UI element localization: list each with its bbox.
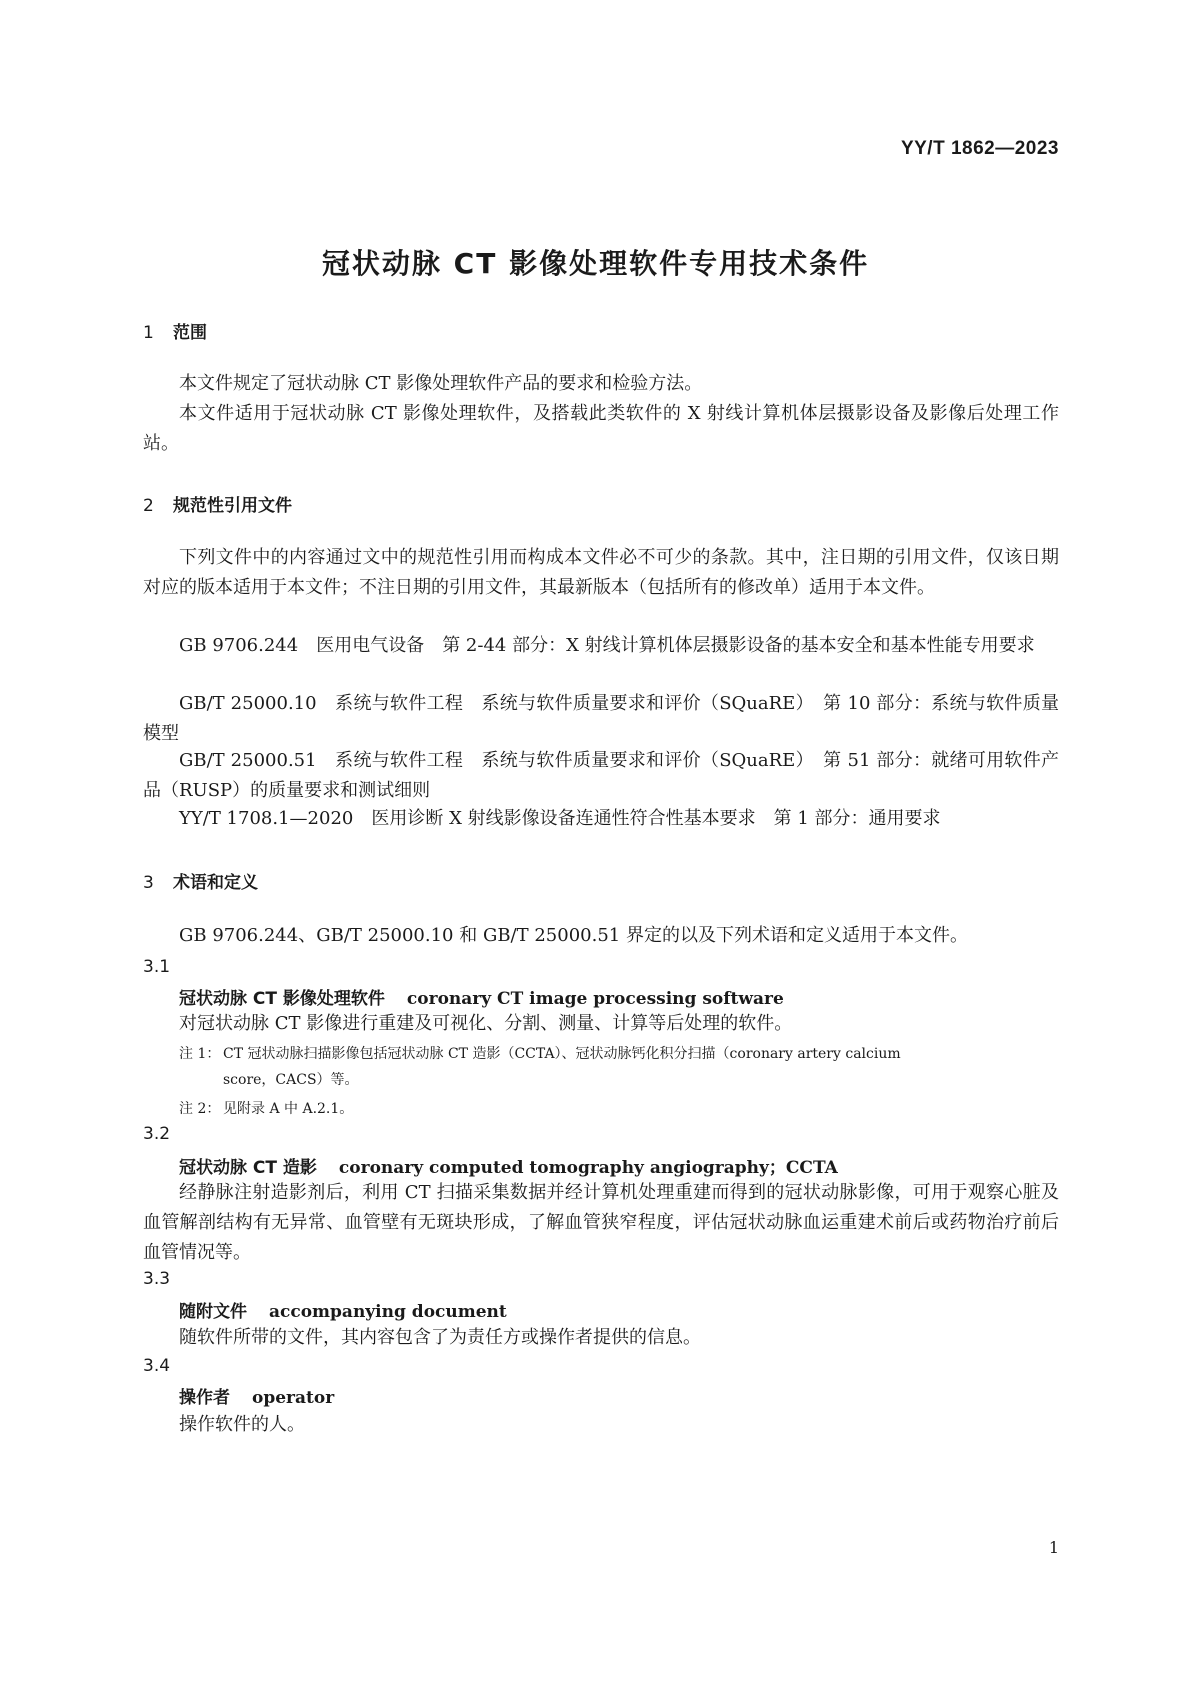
note-text: 见附录 A 中 A.2.1。 xyxy=(223,1101,354,1117)
term-chinese: 冠状动脉 CT 影像处理软件 xyxy=(179,989,385,1009)
term-title xyxy=(179,1153,838,1178)
reference-yyt1708: YY/T 1708.1—2020 医用诊断 X 射线影像设备连通性符合性基本要求 第 1 部分：通用要求 xyxy=(179,808,941,829)
term-note-2 xyxy=(179,1096,1059,1122)
term-title xyxy=(179,984,784,1009)
section-number: 2 xyxy=(143,496,154,516)
note-line-1: CT 冠状动脉扫描影像包括冠状动脉 CT 造影（CCTA）、冠状动脉钙化积分扫描（coronary artery calcium xyxy=(223,1046,901,1062)
page-number: 1 xyxy=(1048,1538,1059,1557)
term-definition: 随软件所带的文件，其内容包含了为责任方或操作者提供的信息。 xyxy=(179,1327,701,1348)
term-number: 3.4 xyxy=(143,1356,171,1376)
term-english: accompanying document xyxy=(269,1302,507,1322)
term-english: coronary CT image processing software xyxy=(406,989,784,1009)
section-2-heading xyxy=(143,491,292,516)
section-1-heading xyxy=(143,318,207,343)
note-label: 注 2： xyxy=(179,1101,221,1117)
section-title: 范围 xyxy=(173,323,207,343)
section-title: 术语和定义 xyxy=(173,873,258,893)
term-definition: 经静脉注射造影剂后，利用 CT 扫描采集数据并经计算机处理重建而得到的冠状动脉影像，可用于观察心脏及血管解剖结构有无异常、血管壁有无斑块形成，了解血管狭窄程度，评估冠状动脉血运重建术前后或药物治疗前后血管情况等。 xyxy=(143,1182,1059,1263)
term-note-1 xyxy=(179,1041,1059,1093)
term-chinese: 操作者 xyxy=(179,1388,230,1408)
section-number: 3 xyxy=(143,873,154,893)
term-chinese: 随附文件 xyxy=(179,1302,247,1322)
note-label: 注 1： xyxy=(179,1046,221,1062)
reference-gb9706: GB 9706.244 医用电气设备 第 2-44 部分：X 射线计算机体层摄影设备的基本安全和基本性能专用要求 xyxy=(179,635,1035,656)
section-title: 规范性引用文件 xyxy=(173,496,292,516)
term-number: 3.1 xyxy=(143,957,171,977)
term-english: coronary computed tomography angiography；CCTA xyxy=(338,1158,838,1178)
term-english: operator xyxy=(252,1388,335,1408)
standard-code: YY/T 1862—2023 xyxy=(900,138,1059,159)
term-definition: 对冠状动脉 CT 影像进行重建及可视化、分割、测量、计算等后处理的软件。 xyxy=(179,1013,793,1034)
term-number: 3.2 xyxy=(143,1124,171,1144)
reference-gbt25000-51: GB/T 25000.51 系统与软件工程 系统与软件质量要求和评价（SQuaRE） 第 51 部分：就绪可用软件产品（RUSP）的质量要求和测试细则 xyxy=(143,750,1059,801)
term-title xyxy=(179,1383,334,1408)
term-definition: 操作软件的人。 xyxy=(179,1414,305,1435)
term-title xyxy=(179,1297,507,1322)
section-number: 1 xyxy=(143,323,154,343)
section-3-paragraph-1: GB 9706.244、GB/T 25000.10 和 GB/T 25000.51 界定的以及下列术语和定义适用于本文件。 xyxy=(179,925,968,946)
section-1-paragraph-2: 本文件适用于冠状动脉 CT 影像处理软件，及搭载此类软件的 X 射线计算机体层摄影设备及影像后处理工作站。 xyxy=(143,403,1059,454)
term-chinese: 冠状动脉 CT 造影 xyxy=(179,1158,317,1178)
term-number: 3.3 xyxy=(143,1269,171,1289)
reference-gbt25000-10: GB/T 25000.10 系统与软件工程 系统与软件质量要求和评价（SQuaRE） 第 10 部分：系统与软件质量模型 xyxy=(143,693,1059,744)
section-3-heading xyxy=(143,868,258,893)
document-title: 冠状动脉 CT 影像处理软件专用技术条件 xyxy=(321,247,870,280)
section-1-paragraph-1: 本文件规定了冠状动脉 CT 影像处理软件产品的要求和检验方法。 xyxy=(179,373,703,394)
section-2-paragraph-1: 下列文件中的内容通过文中的规范性引用而构成本文件必不可少的条款。其中，注日期的引用文件，仅该日期对应的版本适用于本文件；不注日期的引用文件，其最新版本（包括所有的修改单）适用于本文件。 xyxy=(143,547,1059,598)
note-line-2: score，CACS）等。 xyxy=(223,1072,359,1088)
